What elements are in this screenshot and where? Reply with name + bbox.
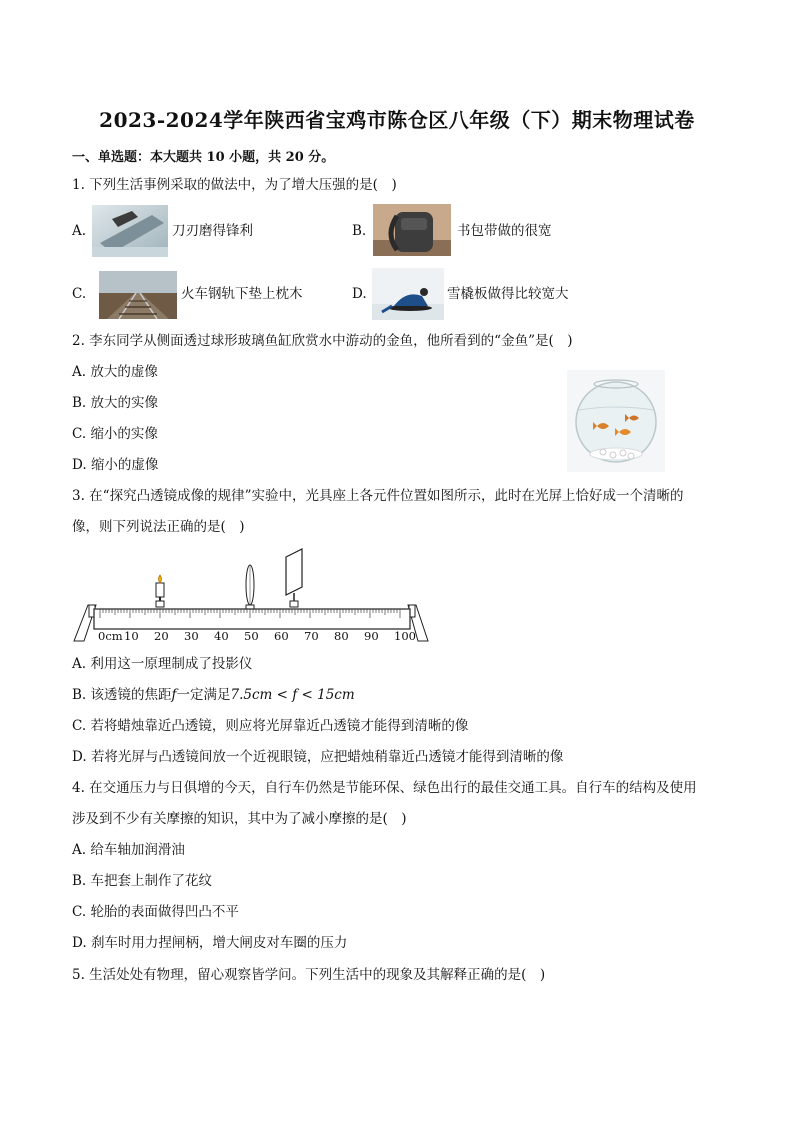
question-4-stem-line2: 涉及到不少有关摩擦的知识，其中为了减小摩擦的是( ) (72, 811, 407, 827)
q1-option-d-letter: D. (352, 286, 367, 302)
q4-option-d: D. 刹车时用力捏闸柄，增大闸皮对车圈的压力 (72, 935, 348, 951)
q2-option-b: B. 放大的实像 (72, 395, 159, 411)
section-heading: 一、单选题：本大题共 10 小题，共 20 分。 (72, 150, 335, 165)
q1-option-c-letter: C. (72, 286, 87, 302)
ruler-tick-label: 50 (244, 629, 259, 643)
focal-length-symbol: f (171, 687, 177, 703)
optical-bench-diagram (72, 545, 432, 645)
question-3-stem-line1: 3. 在“探究凸透镜成像的规律”实验中，光具座上各元件位置如图所示，此时在光屏上恰好成一个清晰的 (72, 488, 684, 504)
question-3-stem-line2: 像，则下列说法正确的是( ) (72, 519, 245, 535)
question-2-stem: 2. 李东同学从侧面透过球形玻璃鱼缸欣赏水中游动的金鱼，他所看到的“金鱼”是( ) (72, 333, 573, 349)
railway-track-image (99, 271, 177, 319)
ruler-tick-label: 90 (364, 629, 379, 643)
sled-image (372, 268, 444, 320)
focal-range-expression: 7.5cm < f < 15cm (230, 687, 355, 703)
ruler-tick-label: 20 (154, 629, 169, 643)
ruler-tick-label: 30 (184, 629, 199, 643)
q3-option-c: C. 若将蜡烛靠近凸透镜，则应将光屏靠近凸透镜才能得到清晰的像 (72, 718, 469, 734)
ruler-tick-label: 0cm (98, 629, 123, 643)
ruler-tick-label: 80 (334, 629, 349, 643)
ruler-tick-label: 100 (394, 629, 416, 643)
q2-option-d: D. 缩小的虚像 (72, 457, 159, 473)
ruler-tick-label: 70 (304, 629, 319, 643)
light-screen-icon (286, 549, 302, 607)
q1-option-d-text: 雪橇板做得比较宽大 (447, 286, 569, 302)
q4-option-a: A. 给车轴加润滑油 (72, 842, 185, 858)
q1-option-c-text: 火车钢轨下垫上枕木 (181, 286, 303, 302)
candle-icon (156, 575, 164, 607)
q2-option-c: C. 缩小的实像 (72, 426, 158, 442)
convex-lens-icon (242, 565, 258, 613)
ruler-tick-label: 40 (214, 629, 229, 643)
q3-option-d: D. 若将光屏与凸透镜间放一个近视眼镜，应把蜡烛稍靠近凸透镜才能得到清晰的像 (72, 749, 564, 765)
q2-option-a: A. 放大的虚像 (72, 364, 158, 380)
question-4-stem-line1: 4. 在交通压力与日俱增的今天，自行车仍然是节能环保、绿色出行的最佳交通工具。自行车的结构及使用 (72, 780, 697, 796)
q3-option-a: A. 利用这一原理制成了投影仪 (72, 656, 253, 672)
q1-option-b-letter: B. (352, 223, 367, 239)
q1-option-a-text: 刀刃磨得锋利 (172, 223, 253, 239)
ruler-tick-label: 10 (124, 629, 139, 643)
backpack-image (373, 204, 451, 256)
q4-option-c: C. 轮胎的表面做得凹凸不平 (72, 904, 239, 920)
q3-option-b: B. 该透镜的焦距f一定满足7.5cm < f < 15cm (72, 687, 355, 703)
q1-option-b-text: 书包带做的很宽 (457, 223, 552, 239)
knife-sharpening-image (92, 205, 168, 257)
ruler-tick-label: 60 (274, 629, 289, 643)
question-5-stem: 5. 生活处处有物理，留心观察皆学问。下列生活中的现象及其解释正确的是( ) (72, 967, 546, 983)
fish-bowl-image (567, 370, 665, 472)
q4-option-b: B. 车把套上制作了花纹 (72, 873, 213, 889)
question-1-stem: 1. 下列生活事例采取的做法中，为了增大压强的是( ) (72, 177, 397, 193)
page-title: 2023-2024学年陕西省宝鸡市陈仓区八年级（下）期末物理试卷 (99, 108, 695, 132)
q1-option-a-letter: A. (72, 223, 87, 239)
